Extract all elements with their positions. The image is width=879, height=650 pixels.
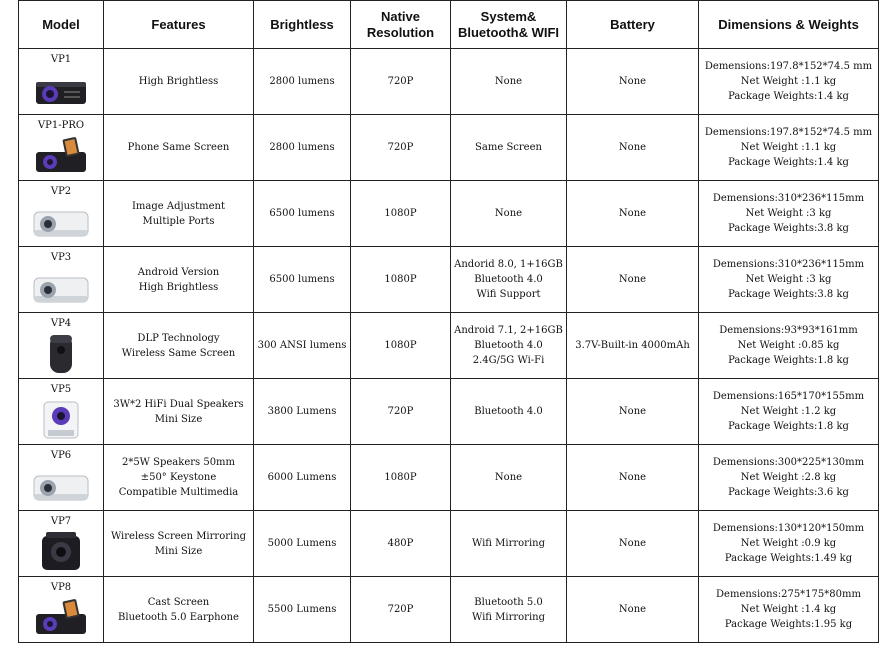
model-cell [19,313,104,379]
table-row [19,511,879,577]
system-cell-line: Same Screen [475,142,542,153]
model-cell [19,577,104,643]
dimensions-cell-line: Demensions:197.8*152*74.5 mm [704,61,873,72]
header-resolution: Native Resolution [351,1,451,49]
brightness-cell: 300 ANSI lumens [254,313,351,379]
features-cell-line: Wireless Same Screen [121,347,236,359]
projector-mini-black-image [28,530,94,574]
dimensions-cell-line: Demensions:130*120*150mm [712,523,865,534]
model-cell [19,247,104,313]
model-cell [19,511,104,577]
dimensions-cell-line: Net Weight :2.8 kg [740,472,837,483]
features-cell [104,313,254,379]
system-cell-line: None [494,472,523,483]
features-cell [104,577,254,643]
dimensions-cell-line: Net Weight :1.4 kg [740,604,837,615]
features-cell-line: Bluetooth 5.0 Earphone [118,611,239,623]
features-cell [104,115,254,181]
features-cell-line: Compatible Multimedia [118,487,239,498]
header-system: System& Bluetooth& WIFI [451,1,567,49]
dimensions-cell-line: Demensions:197.8*152*74.5 mm [704,127,873,138]
features-cell-line: 3W*2 HiFi Dual Speakers [113,398,244,410]
dimensions-cell [699,577,879,643]
system-cell [451,511,567,577]
battery-cell: None [567,49,699,115]
table-row [19,181,879,247]
dimensions-cell-line: Net Weight :0.85 kg [737,340,840,351]
dimensions-cell-line: Package Weights:1.8 kg [728,421,849,432]
model-name: VP8 [50,582,72,593]
features-cell [104,181,254,247]
battery-cell: None [567,511,699,577]
system-cell [451,181,567,247]
dimensions-cell-line: Package Weights:1.49 kg [724,553,853,564]
features-cell-line: Mini Size [154,545,203,557]
system-cell [451,247,567,313]
model-name: VP3 [50,252,72,263]
features-cell-line: Mini Size [154,413,203,425]
system-cell-line: Bluetooth 4.0 [474,406,543,417]
system-cell-line: Android 7.1, 2+16GB [454,325,563,336]
brightness-cell: 6500 lumens [254,181,351,247]
header-dimensions: Dimensions & Weights [699,1,879,49]
model-name: VP1 [50,54,72,65]
system-cell-line: Andorid 8.0, 1+16GB [454,259,563,270]
dimensions-cell-line: Net Weight :3 kg [745,208,832,219]
header-battery: Battery [567,1,699,49]
dimensions-cell-line: Package Weights:1.4 kg [728,157,849,168]
brightness-cell: 6500 lumens [254,247,351,313]
dimensions-cell-line: Demensions:310*236*115mm [712,259,865,270]
header-model: Model [19,1,104,49]
system-cell [451,313,567,379]
projector-white-image [28,464,94,508]
brightness-cell: 5000 Lumens [254,511,351,577]
system-cell [451,577,567,643]
resolution-cell: 1080P [351,181,451,247]
system-cell [451,445,567,511]
resolution-cell: 1080P [351,247,451,313]
dimensions-cell-line: Net Weight :1.1 kg [740,76,837,87]
model-cell [19,379,104,445]
system-cell-line: Wifi Mirroring [472,538,545,549]
model-cell [19,181,104,247]
dimensions-cell [699,115,879,181]
system-cell-line: Bluetooth 4.0 [474,340,543,351]
dimensions-cell [699,313,879,379]
resolution-cell: 720P [351,115,451,181]
system-cell-line: Wifi Support [476,289,541,300]
features-cell [104,379,254,445]
features-cell-line: Cast Screen [147,596,210,608]
table-row [19,115,879,181]
spec-table [18,0,879,643]
model-cell [19,49,104,115]
battery-cell: None [567,247,699,313]
dimensions-cell-line: Package Weights:1.4 kg [728,91,849,102]
resolution-cell: 480P [351,511,451,577]
system-cell [451,115,567,181]
features-cell-line: DLP Technology [137,332,220,344]
dimensions-cell [699,379,879,445]
system-cell-line: Bluetooth 5.0 [474,596,543,608]
battery-cell: None [567,115,699,181]
model-cell [19,115,104,181]
brightness-cell: 3800 Lumens [254,379,351,445]
system-cell [451,49,567,115]
table-row [19,313,879,379]
features-cell-line: ±50° Keystone [140,472,217,483]
features-cell [104,511,254,577]
features-cell [104,445,254,511]
dimensions-cell-line: Demensions:275*175*80mm [716,589,861,600]
resolution-cell: 720P [351,577,451,643]
projector-mini-white-image [28,398,94,442]
features-cell-line: Phone Same Screen [127,142,230,153]
battery-cell: 3.7V-Built-in 4000mAh [567,313,699,379]
resolution-cell: 1080P [351,445,451,511]
features-cell-line: Android Version [137,266,220,278]
system-cell [451,379,567,445]
features-cell-line: High Brightless [138,281,219,293]
system-cell-line: None [494,208,523,219]
dimensions-cell-line: Demensions:165*170*155mm [712,391,865,402]
dimensions-cell-line: Package Weights:3.6 kg [728,487,849,498]
header-brightness: Brightless [254,1,351,49]
model-name: VP2 [50,186,72,197]
resolution-cell: 1080P [351,313,451,379]
dimensions-cell-line: Net Weight :0.9 kg [740,538,837,549]
features-cell [104,49,254,115]
header-row [19,1,879,49]
brightness-cell: 2800 lumens [254,49,351,115]
battery-cell: None [567,577,699,643]
battery-cell: None [567,181,699,247]
system-cell-line: None [494,76,523,87]
dimensions-cell [699,181,879,247]
features-cell [104,247,254,313]
resolution-cell: 720P [351,49,451,115]
dimensions-cell-line: Net Weight :1.1 kg [740,142,837,153]
dimensions-cell-line: Package Weights:1.95 kg [724,619,853,630]
dimensions-cell [699,445,879,511]
projector-black-phone-image [28,134,94,178]
dimensions-cell-line: Demensions:93*93*161mm [719,325,858,336]
model-name: VP7 [50,516,72,527]
dimensions-cell-line: Package Weights:1.8 kg [728,355,849,366]
model-name: VP6 [50,450,72,461]
table-row [19,577,879,643]
projector-white-image [28,266,94,310]
features-cell-line: Image Adjustment [131,200,226,212]
system-cell-line: Bluetooth 4.0 [474,274,543,285]
projector-cylinder-image [28,332,94,376]
dimensions-cell [699,247,879,313]
features-cell-line: Multiple Ports [142,215,215,227]
brightness-cell: 6000 Lumens [254,445,351,511]
model-name: VP5 [50,384,72,395]
system-cell-line: 2.4G/5G Wi-Fi [472,355,545,366]
features-cell-line: Wireless Screen Mirroring [110,530,247,542]
battery-cell: None [567,379,699,445]
header-features: Features [104,1,254,49]
features-cell-line: 2*5W Speakers 50mm [121,457,236,468]
model-cell [19,445,104,511]
model-name: VP4 [50,318,72,329]
dimensions-cell-line: Demensions:300*225*130mm [712,457,865,468]
table-row [19,247,879,313]
dimensions-cell-line: Package Weights:3.8 kg [728,223,849,234]
dimensions-cell-line: Net Weight :1.2 kg [740,406,837,417]
dimensions-cell [699,511,879,577]
projector-black-phone-image [28,596,94,640]
brightness-cell: 5500 Lumens [254,577,351,643]
brightness-cell: 2800 lumens [254,115,351,181]
features-cell-line: High Brightless [138,76,219,87]
table-row [19,379,879,445]
resolution-cell: 720P [351,379,451,445]
dimensions-cell-line: Demensions:310*236*115mm [712,193,865,204]
table-row [19,49,879,115]
projector-white-image [28,200,94,244]
system-cell-line: Wifi Mirroring [472,611,545,623]
dimensions-cell-line: Package Weights:3.8 kg [728,289,849,300]
projector-black-image [28,68,94,112]
dimensions-cell-line: Net Weight :3 kg [745,274,832,285]
dimensions-cell [699,49,879,115]
battery-cell: None [567,445,699,511]
model-name: VP1-PRO [37,120,85,131]
table-row [19,445,879,511]
